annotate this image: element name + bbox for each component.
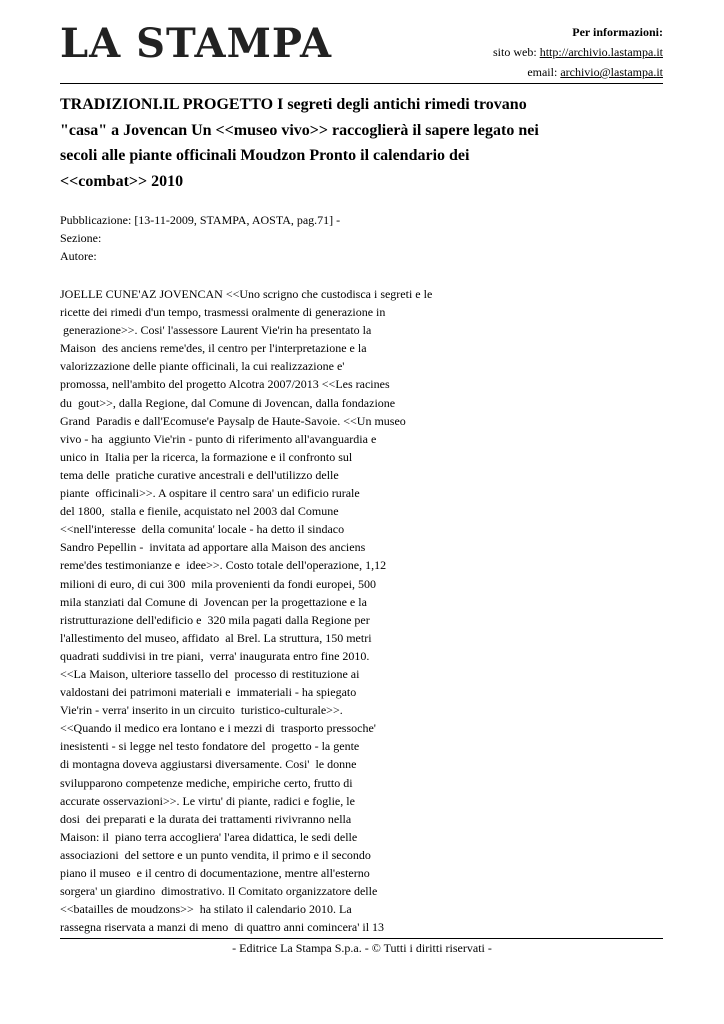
body-line: valorizzazione delle piante officinali, la cui realizzazione e' [60,359,345,374]
article-headline: TRADIZIONI.IL PROGETTO I segreti degli antichi rimedi trovano "casa" a Jovencan Un <<museo vivo>> raccoglierà il sapere legato nei secoli alle piante officinali Moudzon Pronto il calendario dei <<combat>> 2010 [60,96,539,190]
author-info: Autore: [60,249,97,263]
body-line: piante officinali>>. A ospitare il centro sara' un edificio rurale [60,486,360,501]
body-line: associazioni del settore e un punto vendita, il primo e il secondo [60,847,371,862]
body-line: Maison des anciens reme'des, il centro per l'interpretazione e la [60,341,367,356]
website-line [493,42,663,62]
body-line: generazione>>. Cosi' l'assessore Laurent Vie'rin ha presentato la [60,323,372,338]
body-line: accurate osservazioni>>. Le virtu' di piante, radici e foglie, le [60,793,355,808]
body-line: l'allestimento del museo, affidato al Brel. La struttura, 150 metri [60,630,372,645]
body-line: <<Quando il medico era lontano e i mezzi di trasporto pressoche' [60,721,376,736]
body-line: ristrutturazione dell'edificio e 320 mila pagati dalla Regione per [60,612,370,627]
body-line: rassegna riservata a manzi di meno di quattro anni comincera' il 13 [60,920,385,935]
body-line: milioni di euro, di cui 300 mila provenienti da fondi europei, 500 [60,576,376,591]
body-line: unico in Italia per la ricerca, la formazione e il confronto sul [60,449,353,464]
contact-info [493,22,663,82]
body-line: tema delle pratiche curative ancestrali e dell'utilizzo delle [60,467,339,482]
header-divider [60,83,663,84]
body-line: sorgera' un giardino dimostrativo. Il Comitato organizzatore delle [60,884,378,899]
body-line: del 1800, stalla e fienile, acquistato nel 2003 dal Comune [60,504,339,519]
body-line: dosi dei preparati e la durata dei trattamenti rivivranno nella [60,811,352,826]
body-line: quadrati suddivisi in tre piani, verra' inaugurata entro fine 2010. [60,648,370,663]
article-meta [60,211,340,265]
website-link[interactable]: http://archivio.lastampa.it [539,45,663,59]
body-line: Maison: il piano terra accogliera' l'area didattica, le sedi delle [60,829,358,844]
email-line [493,62,663,82]
body-line: svilupparono competenze mediche, empiriche certo, frutto di [60,775,353,790]
body-line: promossa, nell'ambito del progetto Alcotra 2007/2013 <<Les racines [60,377,390,392]
website-label: sito web: [493,45,540,59]
body-line: Grand Paradis e dall'Ecomuse'e Paysalp de Haute-Savoie. <<Un museo [60,413,406,428]
info-title: Per informazioni: [572,25,663,39]
body-line: <<batailles de moudzons>> ha stilato il calendario 2010. La [60,902,352,917]
body-line: reme'des testimonianze e idee>>. Costo totale dell'operazione, 1,12 [60,558,387,573]
section-info: Sezione: [60,231,102,245]
email-label: email: [527,65,561,79]
body-line: Vie'rin - verra' inserito in un circuito turistico-culturale>>. [60,703,343,718]
body-line: <<nell'interesse della comunita' locale - ha detto il sindaco [60,522,345,537]
footer-divider [60,938,663,939]
publication-info: Pubblicazione: [13-11-2009, STAMPA, AOSTA, pag.71] - [60,213,341,227]
body-line: valdostani dei patrimoni materiali e immateriali - ha spiegato [60,685,357,700]
email-link[interactable]: archivio@lastampa.it [560,65,663,79]
copyright-footer: - Editrice La Stampa S.p.a. - © Tutti i diritti riservati - [232,941,492,955]
body-line: Sandro Pepellin - invitata ad apportare alla Maison des anciens [60,540,366,555]
body-line: <<La Maison, ulteriore tassello del processo di restituzione ai [60,666,360,681]
newspaper-logo: LA STAMPA [60,20,333,67]
article-body [60,285,480,936]
body-line: piano il museo e il centro di documentazione, mentre all'esterno [60,866,370,880]
body-line: inesistenti - si legge nel testo fondatore del progetto - la gente [60,739,360,754]
body-line: du gout>>, dalla Regione, dal Comune di Jovencan, dalla fondazione [60,395,396,410]
body-line: vivo - ha aggiunto Vie'rin - punto di riferimento all'avanguardia e [60,431,377,446]
body-line: JOELLE CUNE'AZ JOVENCAN <<Uno scrigno che custodisca i segreti e le [60,287,433,301]
body-line: ricette dei rimedi d'un tempo, trasmessi oralmente di generazione in [60,305,386,320]
body-line: di montagna doveva aggiustarsi diversamente. Cosi' le donne [60,757,357,772]
body-line: mila stanziati dal Comune di Jovencan per la progettazione e la [60,594,367,609]
